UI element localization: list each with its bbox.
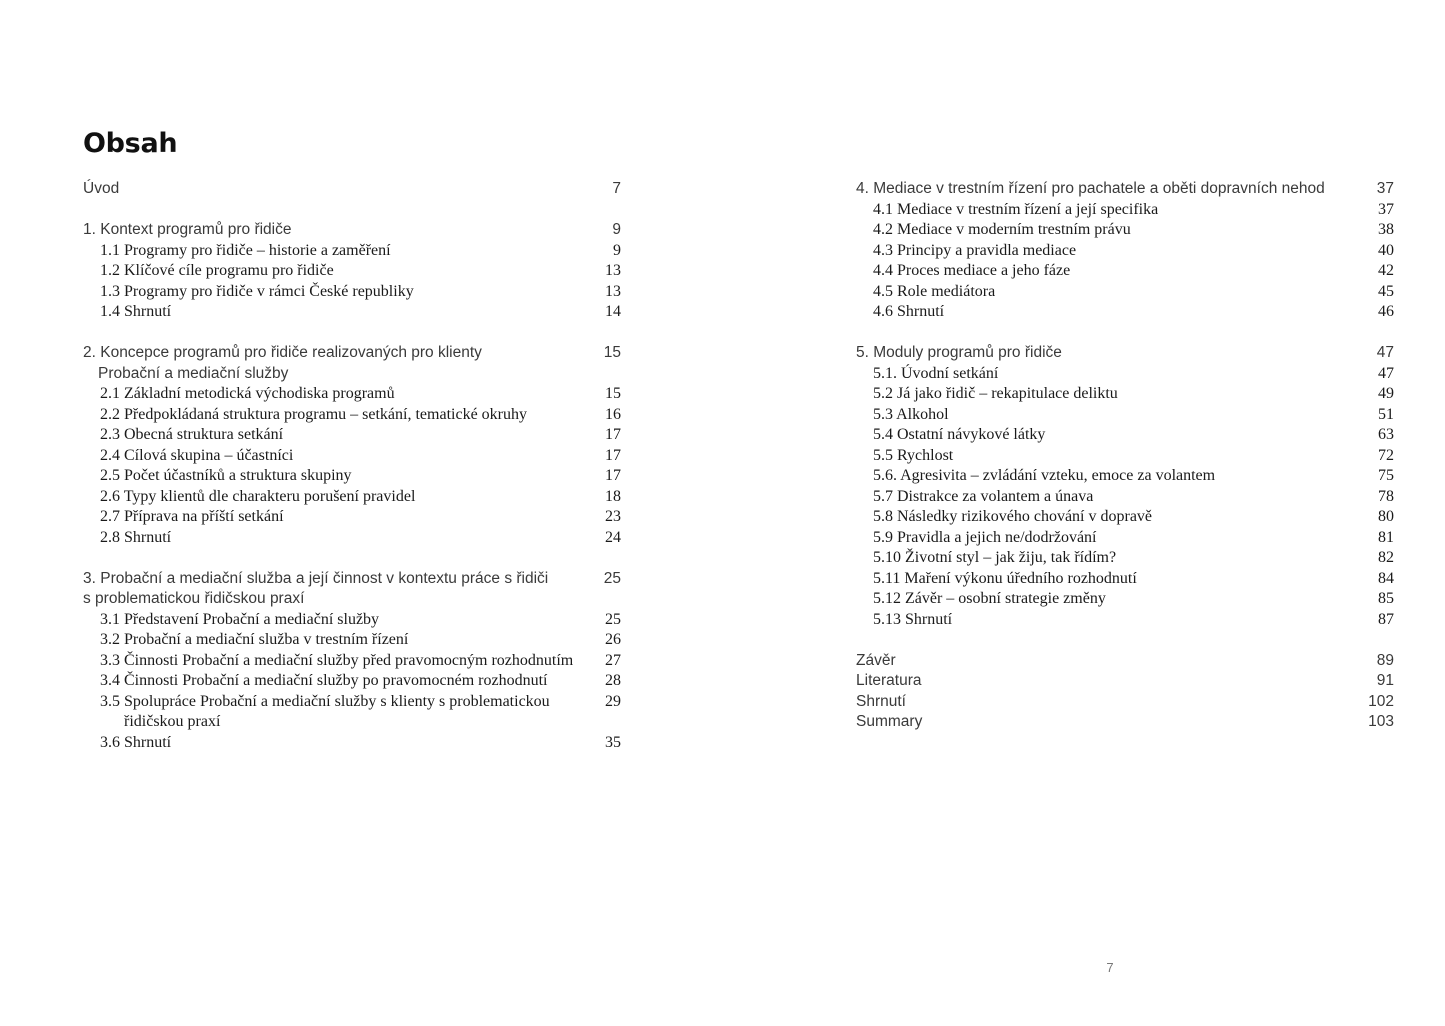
toc-entry-label: 2.3 Obecná struktura setkání [100, 426, 284, 443]
toc-entry-label: 3.2 Probační a mediační služba v trestním řízení [100, 631, 409, 648]
toc-entry-label: 2.4 Cílová skupina – účastníci [100, 446, 294, 464]
toc-entry-page: 38 [1378, 221, 1394, 238]
toc-entry-page: 81 [1378, 528, 1394, 546]
toc-entry[interactable] [856, 548, 1394, 569]
toc-entry-label: 5.3 Alkohol [873, 405, 949, 423]
toc-chapter-title: 5. Moduly programů pro řidiče [856, 344, 1062, 361]
toc-entry[interactable] [856, 200, 1394, 221]
toc-entry[interactable] [856, 364, 1394, 385]
toc-entry-page: 25 [605, 610, 621, 628]
page-number: 7 [1106, 960, 1114, 975]
toc-entry[interactable] [83, 630, 621, 651]
toc-entry[interactable] [856, 610, 1394, 631]
toc-entry-label: 5.2 Já jako řidič – rekapitulace deliktu [873, 385, 1118, 402]
toc-entry-page: 14 [605, 303, 621, 320]
toc-entry[interactable] [856, 528, 1394, 549]
toc-chapter-heading[interactable] [83, 343, 621, 364]
toc-entry-label: 5.9 Pravidla a jejich ne/dodržování [873, 528, 1097, 546]
toc-entry-page: 16 [605, 405, 621, 423]
toc-entry-page: 37 [1378, 200, 1394, 218]
toc-entry-label: 2.1 Základní metodická východiska programů [100, 385, 395, 402]
toc-chapter-4 [856, 179, 1394, 323]
toc-chapter-5 [856, 343, 1394, 630]
toc-entry-label: 4.2 Mediace v moderním trestním právu [873, 221, 1131, 238]
toc-entry[interactable] [856, 466, 1394, 487]
toc-chapter-title: 2. Koncepce programů pro řidiče realizovaných pro klienty [83, 344, 482, 361]
toc-entry-label: Úvod [83, 180, 120, 197]
toc-entry-label: 4.5 Role mediátora [873, 282, 996, 300]
toc-entry[interactable] [83, 528, 621, 549]
toc-entry-page: 7 [612, 180, 621, 197]
toc-chapter-2 [83, 343, 621, 548]
toc-entry-page: 84 [1378, 569, 1394, 587]
toc-entry-label: 5.5 Rychlost [873, 446, 954, 464]
toc-entry-page: 87 [1378, 610, 1394, 628]
toc-entry-page: 9 [613, 241, 621, 259]
toc-entry-label: 5.7 Distrakce za volantem a únava [873, 487, 1094, 505]
toc-entry-page: 35 [605, 733, 621, 751]
toc-chapter-heading[interactable] [83, 569, 621, 590]
toc-entry-page: 13 [605, 262, 621, 279]
toc-entry-page: 51 [1378, 405, 1394, 423]
toc-entry-page: 42 [1378, 262, 1394, 279]
toc-entry[interactable] [856, 651, 1394, 672]
toc-entry-label: 5.10 Životní styl – jak žiju, tak řídím? [873, 549, 1117, 566]
toc-entry-label: 5.1. Úvodní setkání [873, 364, 999, 382]
toc-chapter-heading[interactable] [856, 179, 1394, 200]
toc-entry[interactable] [83, 466, 621, 487]
toc-entry-page: 102 [1368, 692, 1394, 710]
toc-entry[interactable] [856, 569, 1394, 590]
toc-entry[interactable] [83, 384, 621, 405]
toc-chapter-heading-continuation [83, 364, 621, 385]
toc-entry-page: 47 [1378, 364, 1394, 382]
toc-entry-label: Shrnutí [856, 692, 906, 710]
toc-entry-label: 4.1 Mediace v trestním řízení a její specifika [873, 200, 1159, 218]
toc-entry-page: 47 [1376, 344, 1394, 361]
toc-entry-label: 3.3 Činnosti Probační a mediační služby před pravomocným rozhodnutím [100, 651, 574, 669]
toc-entry[interactable] [83, 692, 621, 713]
toc-entry[interactable] [83, 733, 621, 754]
toc-entry-label: 5.8 Následky rizikového chování v dopravě [873, 508, 1153, 525]
toc-entry-label: 1.1 Programy pro řidiče – historie a zaměření [100, 241, 391, 259]
toc-entry-page: 78 [1378, 487, 1394, 505]
toc-entry-page: 24 [605, 528, 621, 546]
toc-entry-page: 13 [605, 282, 621, 300]
toc-entry-continuation [83, 712, 621, 733]
toc-entry[interactable] [856, 384, 1394, 405]
toc-entry-page: 75 [1378, 467, 1394, 484]
toc-entry-label: Summary [856, 713, 923, 730]
toc-entry-page: 72 [1378, 446, 1394, 464]
toc-entry-label: 5.4 Ostatní návykové látky [873, 426, 1046, 443]
toc-entry[interactable] [856, 282, 1394, 303]
toc-intro [83, 179, 621, 200]
toc-entry[interactable] [83, 241, 621, 262]
toc-entry-label: 2.8 Shrnutí [100, 528, 172, 546]
toc-chapter-heading[interactable] [83, 220, 621, 241]
toc-entry[interactable] [856, 692, 1394, 713]
toc-chapter-title: 4. Mediace v trestním řízení pro pachatele a oběti dopravních nehod [856, 180, 1325, 197]
toc-entry-label: 5.6. Agresivita – zvládání vzteku, emoce za volantem [873, 467, 1216, 484]
toc-chapter-title: 1. Kontext programů pro řidiče [83, 221, 292, 238]
toc-entry-page: 89 [1376, 651, 1394, 669]
toc-entry-label: 2.5 Počet účastníků a struktura skupiny [100, 467, 352, 484]
page-title: Obsah [83, 128, 178, 159]
toc-entry-page: 15 [603, 344, 621, 361]
toc-entry[interactable] [83, 610, 621, 631]
toc-entry-page: 82 [1378, 549, 1394, 566]
toc-entry-label: 3.6 Shrnutí [100, 733, 172, 751]
toc-entry-page: 15 [605, 385, 621, 402]
toc-entry[interactable] [856, 261, 1394, 282]
toc-entry-page: 26 [605, 631, 621, 648]
toc-entry-label: 4.3 Principy a pravidla mediace [873, 241, 1077, 259]
toc-entry[interactable] [856, 425, 1394, 446]
toc-entry-page: 85 [1378, 590, 1394, 607]
toc-entry-page: 49 [1378, 385, 1394, 402]
toc-entry[interactable] [83, 282, 621, 303]
toc-entry[interactable] [83, 405, 621, 426]
toc-entry-page: 25 [603, 569, 621, 587]
toc-entry-page: 17 [605, 467, 621, 484]
toc-right-column [856, 179, 1394, 753]
toc-entry-page: 17 [605, 446, 621, 464]
toc-entry[interactable] [856, 507, 1394, 528]
toc-left-column [83, 179, 621, 774]
toc-entry-label: 2.7 Příprava na příští setkání [100, 508, 284, 525]
toc-entry-page: 37 [1376, 180, 1394, 197]
toc-entry-label: 1.4 Shrnutí [100, 303, 172, 320]
toc-entry-page: 23 [605, 508, 621, 525]
toc-entry-label: 5.12 Závěr – osobní strategie změny [873, 590, 1106, 607]
toc-entry-page: 27 [605, 651, 621, 669]
toc-entry[interactable] [856, 405, 1394, 426]
toc-entry-label: Literatura [856, 672, 922, 689]
toc-chapter-title-cont: s problematickou řidičskou praxí [83, 590, 305, 607]
toc-entry-page: 18 [605, 487, 621, 505]
toc-entry[interactable] [83, 446, 621, 467]
toc-entry-label: 4.6 Shrnutí [873, 303, 945, 320]
toc-entry[interactable] [83, 425, 621, 446]
toc-entry-label: 5.13 Shrnutí [873, 610, 953, 628]
toc-entry[interactable] [856, 220, 1394, 241]
toc-entry-label: 3.4 Činnosti Probační a mediační služby po pravomocném rozhodnutí [100, 672, 548, 689]
toc-entry-label: 1.3 Programy pro řidiče v rámci České republiky [100, 282, 414, 300]
toc-entry[interactable] [856, 446, 1394, 467]
toc-entry-page: 9 [612, 221, 621, 238]
toc-chapter-heading[interactable] [856, 343, 1394, 364]
toc-entry[interactable] [83, 261, 621, 282]
toc-entry-label-cont: řidičskou praxí [124, 713, 221, 730]
toc-entry-label: 3.1 Představení Probační a mediační služby [100, 610, 380, 628]
toc-entry[interactable] [856, 487, 1394, 508]
toc-entry-page: 28 [605, 672, 621, 689]
toc-entry-label: 5.11 Maření výkonu úředního rozhodnutí [873, 569, 1137, 587]
toc-entry[interactable] [856, 712, 1394, 733]
toc-entry[interactable] [856, 302, 1394, 323]
toc-entry-label: 2.2 Předpokládaná struktura programu – setkání, tematické okruhy [100, 405, 527, 423]
toc-entry-page: 45 [1378, 282, 1394, 300]
toc-entry-page: 29 [605, 692, 621, 710]
toc-entry[interactable] [856, 241, 1394, 262]
toc-entry-page: 80 [1378, 508, 1394, 525]
toc-entry[interactable] [83, 179, 621, 200]
toc-entry[interactable] [83, 507, 621, 528]
toc-entry-label: Závěr [856, 651, 896, 669]
toc-chapter-heading-continuation [83, 589, 621, 610]
toc-chapter-title-cont: Probační a mediační služby [98, 364, 289, 382]
toc-entry-label: 2.6 Typy klientů dle charakteru porušení pravidel [100, 487, 416, 505]
toc-entry-page: 46 [1378, 303, 1394, 320]
toc-entry[interactable] [856, 589, 1394, 610]
toc-chapter-1 [83, 220, 621, 323]
toc-entry[interactable] [83, 487, 621, 508]
toc-chapter-3 [83, 569, 621, 754]
toc-entry[interactable] [856, 671, 1394, 692]
toc-entry[interactable] [83, 671, 621, 692]
toc-entry-page: 103 [1368, 713, 1394, 730]
toc-entry[interactable] [83, 302, 621, 323]
toc-entry-label: 3.5 Spolupráce Probační a mediační služby s klienty s problematickou [100, 692, 550, 710]
toc-entry-page: 17 [605, 426, 621, 443]
toc-entry-label: 4.4 Proces mediace a jeho fáze [873, 262, 1071, 279]
toc-entry-page: 91 [1376, 672, 1394, 689]
toc-entry[interactable] [83, 651, 621, 672]
toc-entry-page: 40 [1378, 241, 1394, 259]
toc-back-matter [856, 651, 1394, 733]
toc-entry-label: 1.2 Klíčové cíle programu pro řidiče [100, 262, 334, 279]
toc-entry-page: 63 [1378, 426, 1394, 443]
toc-chapter-title: 3. Probační a mediační služba a její činnost v kontextu práce s řidiči [83, 569, 549, 587]
